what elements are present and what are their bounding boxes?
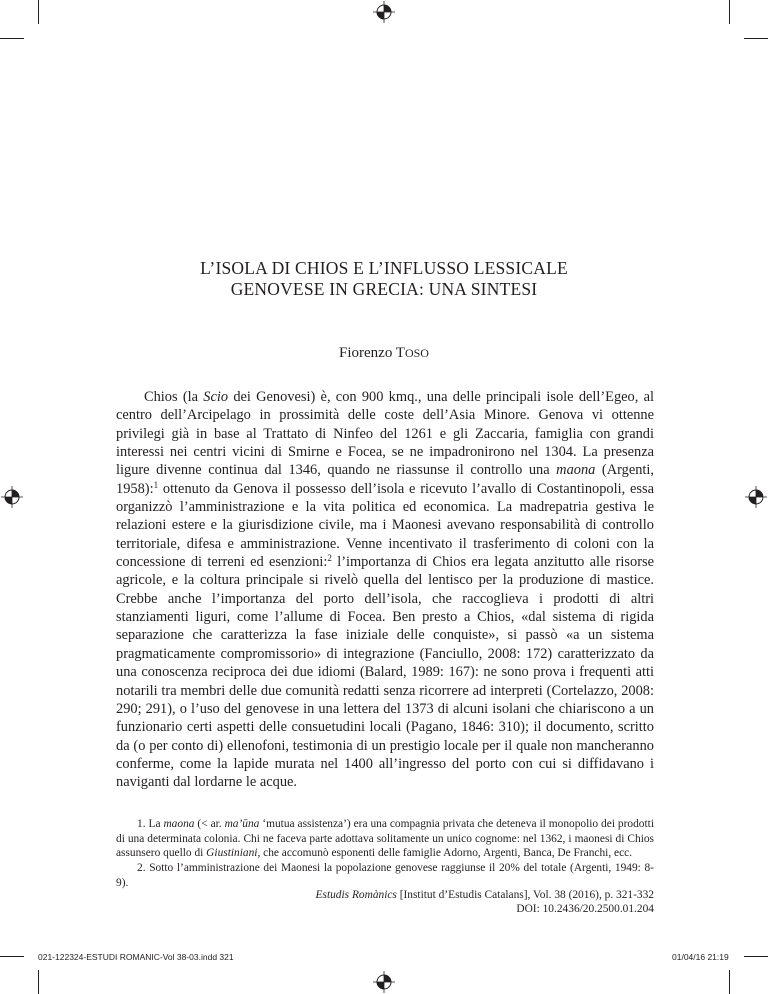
- italic-term: Giustiniani: [206, 847, 258, 860]
- registration-mark-icon: [1, 486, 23, 508]
- footnote-1: [116, 817, 654, 861]
- text-run: (Argenti, 1958):: [116, 462, 655, 497]
- citation-details: [Institut d’Estudis Catalans], Vol. 38 (2016), p. 321-332: [396, 889, 654, 901]
- text-run: Chios (la: [144, 389, 204, 405]
- doi: DOI: 10.2436/20.2500.01.204: [516, 903, 654, 915]
- journal-name: Estudis Romànics: [315, 889, 397, 901]
- citation-line: [316, 888, 654, 902]
- registration-mark-icon: [373, 1, 395, 23]
- author-name: [0, 345, 768, 362]
- crop-mark: [38, 970, 39, 994]
- italic-term: ma’ūna: [224, 818, 260, 830]
- footnotes: [116, 817, 654, 891]
- crop-mark: [729, 970, 730, 994]
- slug-filename: 021-122324-ESTUDI ROMANIC-Vol 38-03.indd 321: [38, 952, 234, 962]
- crop-mark: [0, 38, 24, 39]
- italic-term: Scio: [203, 389, 229, 405]
- crop-mark: [744, 38, 768, 39]
- text-run: ‘mutua assistenza’) era una compagnia privata che deteneva il monopolio dei prodotti di una determinata colonia. Chi ne faceva parte adottava solitamente un unico cognome: nel 1362, i maonesi di Chios assunsero quello di: [116, 818, 654, 860]
- text-run: l’importanza di Chios era legata anzitutto alle risorse agricole, e la coltura principale si rivelò quella del lentisco per la produzione di mastice. Crebbe anche l’importanza del porto dell’isola, che raccoglieva i prodotti di altri stanziamenti liguri, come l’allume di Focea. Ben presto a Chios, «dal sistema di rigida separazione che caratterizza la fase iniziale delle conquiste», si passò «a un sistema pragmaticamente compromissorio» di integrazione (Fanciullo, 2008: 172) caratterizzato da una conoscenza reciproca dei due idiomi (Balard, 1989: 167): ne sono prova i frequenti atti notarili tra membri delle due comunità redatti senza ricorrere ad interpreti (Cortelazzo, 2008: 290; 291), o l’uso del genovese in una lettera del 1373 di alcuni isolani che chiariscono a un funzionario certi aspetti delle consuetudini locali (Pagano, 1846: 310); il documento, scritto da (o per conto di) ellenofoni, testimonia di un prestigio locale per il quale non mancheranno conferme, come la lapide murata nel 1400 all’ingresso del porto con cui si diffidavano i naviganti dal lordarne le acque.: [116, 554, 655, 791]
- crop-mark: [0, 956, 24, 957]
- crop-mark: [38, 0, 39, 24]
- footnote-ref[interactable]: 2: [327, 553, 332, 564]
- text-run: 1. La: [137, 818, 164, 830]
- title-line-1: L’ISOLA DI CHIOS E L’INFLUSSO LESSICALE: [200, 258, 568, 278]
- footnote-2: 2. Sotto l’amministrazione dei Maonesi la popolazione genovese raggiunse il 20% del totale (Argenti, 1949: 8-9).: [116, 862, 654, 889]
- italic-term: maona: [556, 462, 596, 479]
- slug-datetime: 01/04/16 21:19: [672, 952, 729, 962]
- title-line-2: GENOVESE IN GRECIA: UNA SINTESI: [230, 279, 538, 299]
- author-name-first: Fiorenzo T: [339, 345, 405, 361]
- article-title: [0, 258, 768, 300]
- text-run: ottenuto da Genova il possesso dell’isola e ricevuto l’avallo di Costantinopoli, essa organizzò l’amministrazione e la vita politica ed economica. La madrepatria gestiva le relazioni estere e la giurisdizione civile, ma i Maonesi avevano responsabilità di controllo territoriale, difesa e amministrazione. Venne incentivato il trasferimento di coloni con la concessione di terreni ed esenzioni:: [116, 480, 654, 571]
- registration-mark-icon: [745, 486, 767, 508]
- body-paragraph: [116, 388, 654, 792]
- text-run: (< ar.: [194, 818, 225, 830]
- journal-citation: [316, 888, 654, 916]
- text-run: dei Genovesi) è, con 900 kmq., una delle principali isole dell’Egeo, al centro dell’Arcipelago in prossimità delle coste dell’Asia Minore. Genova vi ottenne privilegi già in base al Trattato di Ninfeo del 1261 e gli Zaccaria, famiglia con grandi interessi nei centri vicini di Smirne e Focea, se ne impadronirono nel 1304. La presenza ligure divenne continua dal 1346, quando ne riassunse il controllo una: [116, 389, 654, 479]
- registration-mark-icon: [373, 971, 395, 993]
- footnote-ref[interactable]: 1: [153, 479, 159, 490]
- author-name-smallcaps: OSO: [404, 346, 429, 360]
- text-run: , che accomunò esponenti delle famiglie Adorno, Argenti, Banca, De Franchi, ecc.: [257, 847, 633, 860]
- italic-term: maona: [163, 818, 195, 830]
- crop-mark: [729, 0, 730, 24]
- body-text: [116, 388, 654, 792]
- crop-mark: [744, 956, 768, 957]
